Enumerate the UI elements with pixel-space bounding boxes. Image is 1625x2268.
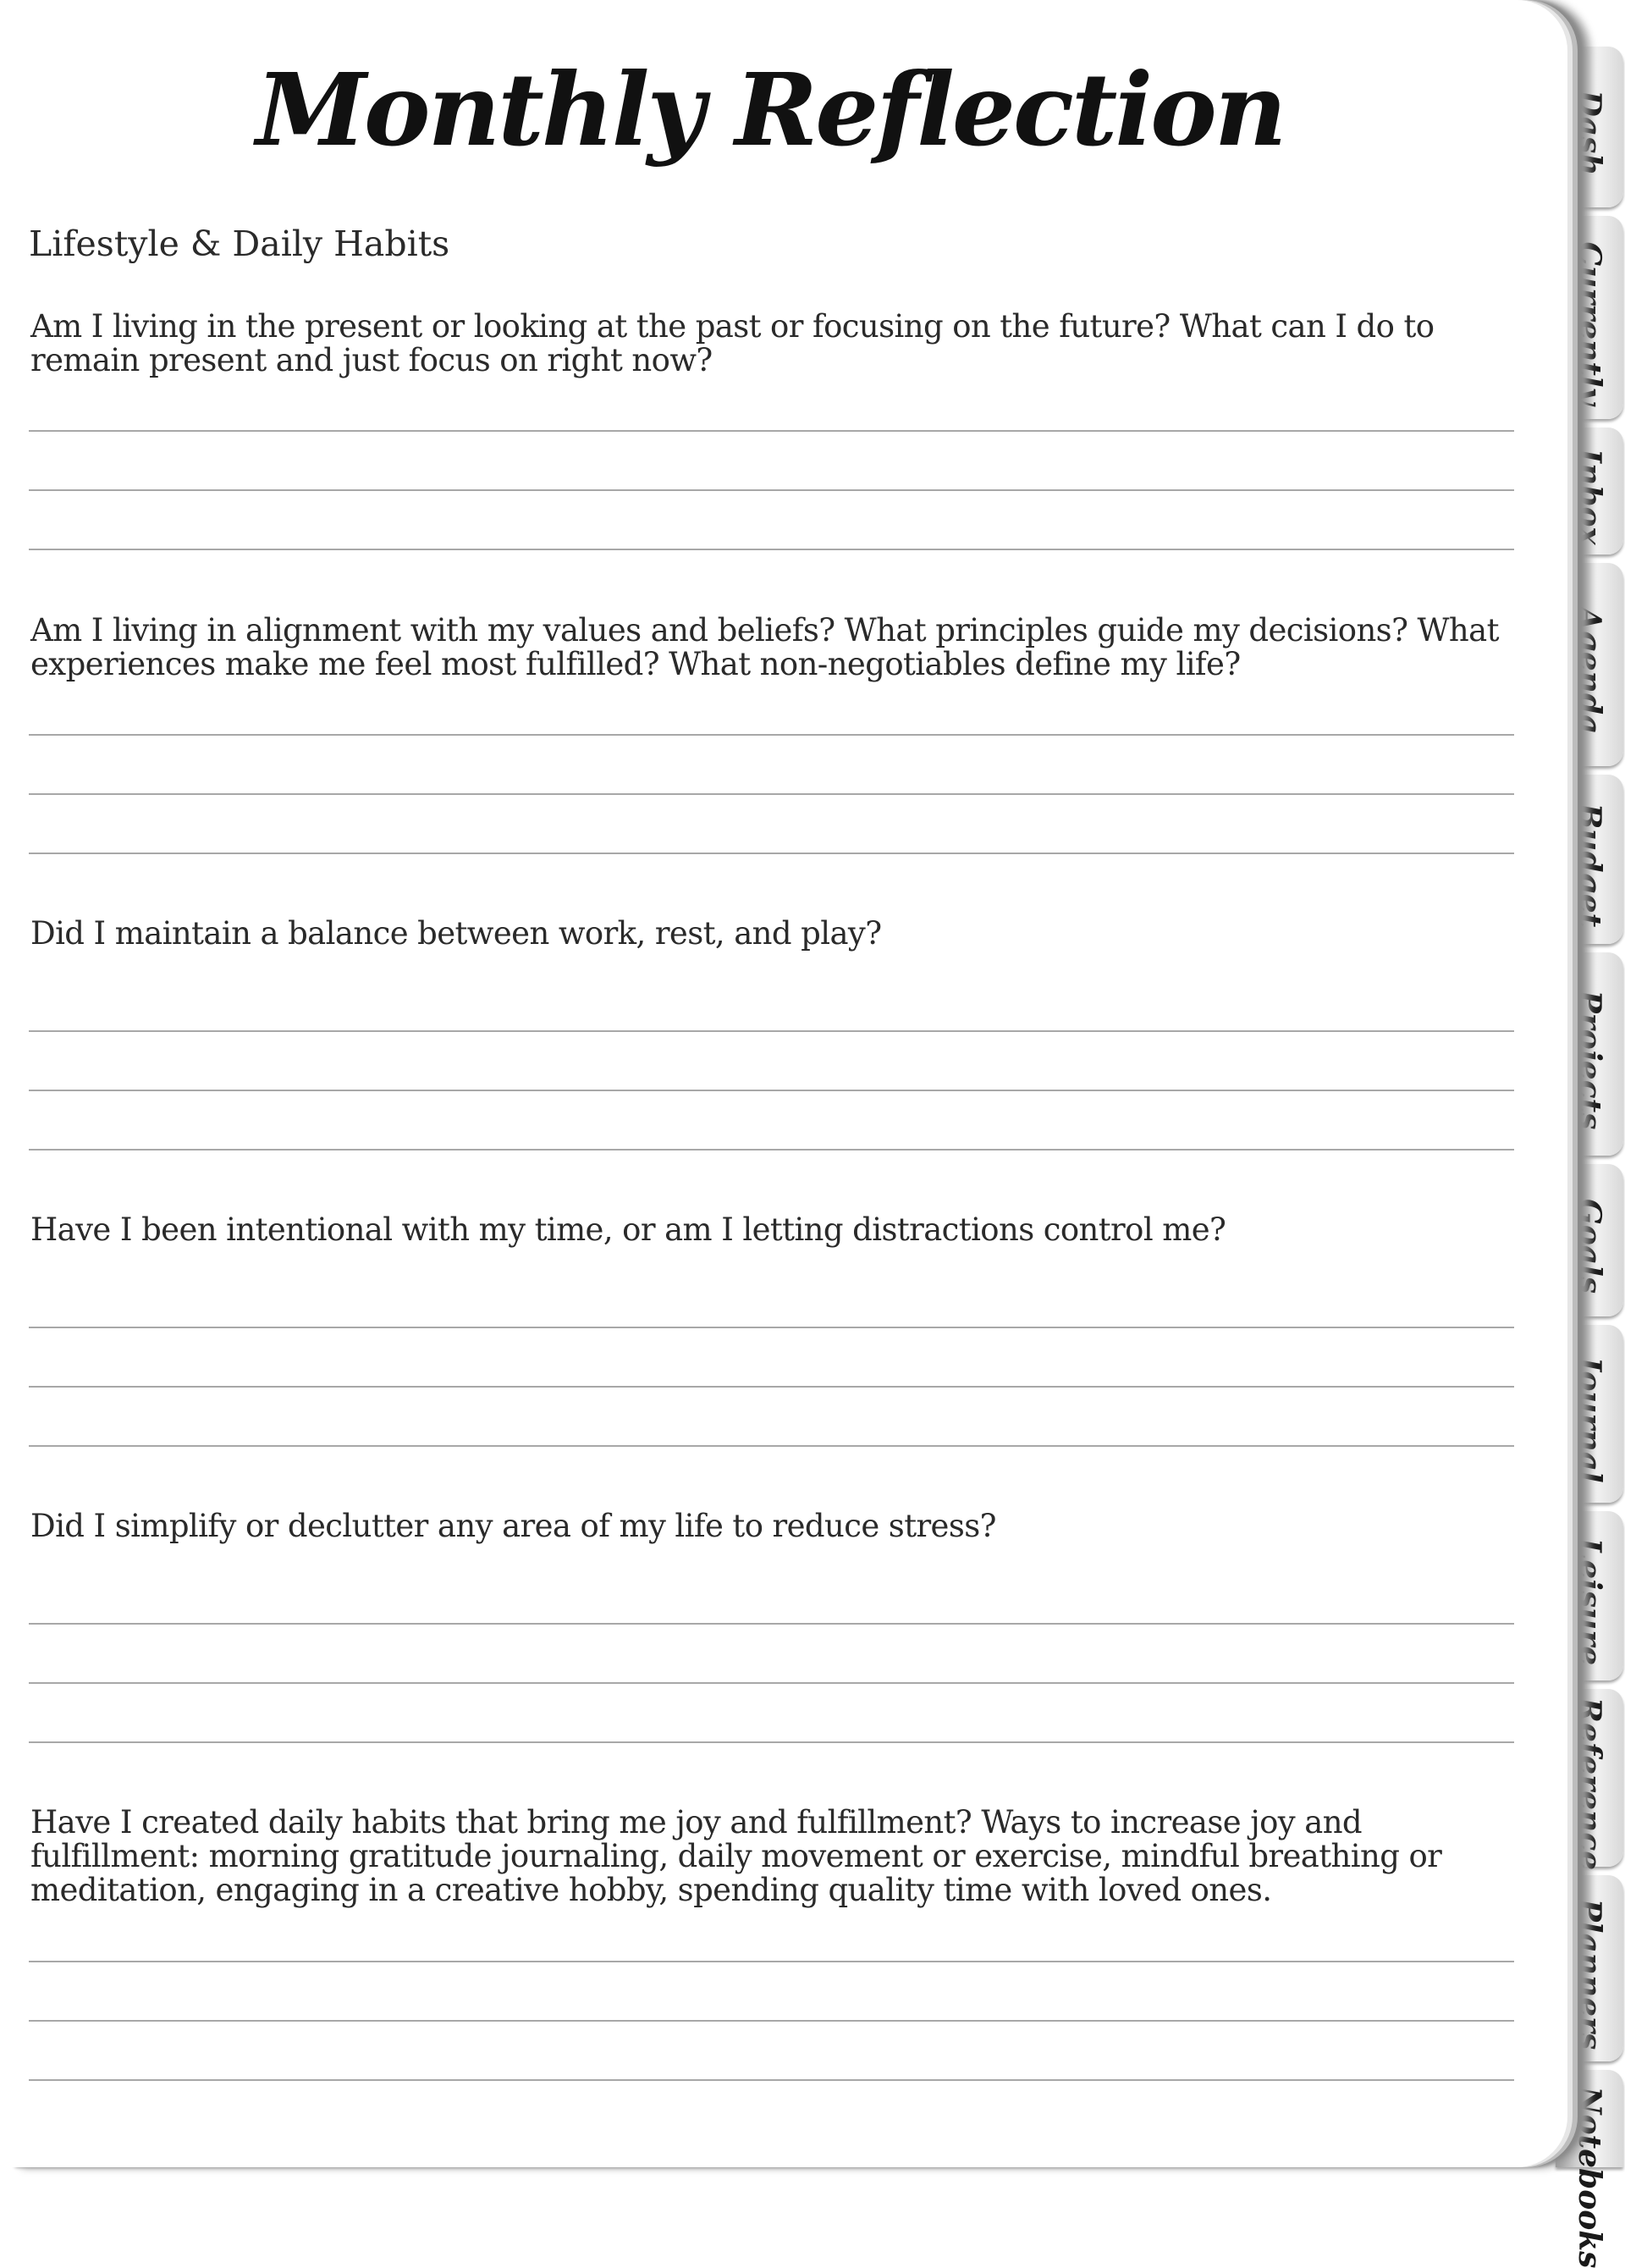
writing-line[interactable] <box>29 1623 1514 1625</box>
tab-label: Inbox <box>1572 449 1607 545</box>
reflection-question-5: Did I simplify or declutter any area of my life to reduce stress? <box>30 1508 996 1544</box>
tab-label: Goals <box>1572 1198 1607 1294</box>
writing-line[interactable] <box>29 430 1514 432</box>
reflection-question-3: Did I maintain a balance between work, rest, and play? <box>30 915 882 952</box>
tab-label: Journal <box>1572 1356 1607 1483</box>
writing-line[interactable] <box>29 853 1514 854</box>
writing-line[interactable] <box>29 489 1514 491</box>
reflection-question-4: Have I been intentional with my time, or am I letting distractions control me? <box>30 1211 1226 1248</box>
writing-line[interactable] <box>29 1682 1514 1684</box>
writing-line[interactable] <box>29 1741 1514 1743</box>
writing-line[interactable] <box>29 1090 1514 1091</box>
tab-label: Planners <box>1572 1898 1607 2050</box>
page-title: Monthly Reflection <box>256 51 1285 168</box>
writing-line[interactable] <box>29 2079 1514 2081</box>
tab-label: Notebooks <box>1572 2086 1607 2268</box>
tab-label: Leisure <box>1572 1537 1607 1666</box>
writing-line[interactable] <box>29 734 1514 736</box>
section-heading: Lifestyle & Daily Habits <box>29 223 450 264</box>
reflection-question-2: Am I living in alignment with my values and beliefs? What principles guide my decisions? What experiences make me feel most fulfilled? What non-negotiables define my life? <box>30 612 1499 682</box>
tab-label: Projects <box>1572 990 1607 1130</box>
reflection-question-1: Am I living in the present or looking at the past or focusing on the future? What can I do to remain present and just focus on right now? <box>30 308 1435 378</box>
tab-label: Currently <box>1572 241 1607 406</box>
writing-line[interactable] <box>29 1961 1514 1962</box>
writing-line[interactable] <box>29 1149 1514 1151</box>
writing-line[interactable] <box>29 549 1514 550</box>
writing-line[interactable] <box>29 1030 1514 1032</box>
tab-label: Dash <box>1572 90 1607 176</box>
writing-line[interactable] <box>29 1445 1514 1447</box>
reflection-question-6: Have I created daily habits that bring me joy and fulfillment? Ways to increase joy and fulfillment: morning gratitude journaling, daily movement or exercise, mindful breathing or meditation, engaging in a creative hobby, spending quality time with loved ones. <box>30 1804 1442 1908</box>
tab-label: Agenda <box>1572 606 1607 735</box>
writing-line[interactable] <box>29 1386 1514 1388</box>
writing-line[interactable] <box>29 2020 1514 2022</box>
writing-line[interactable] <box>29 1327 1514 1328</box>
writing-line[interactable] <box>29 793 1514 795</box>
tab-label: Budget <box>1572 803 1607 928</box>
tab-label: Reference <box>1572 1697 1607 1871</box>
